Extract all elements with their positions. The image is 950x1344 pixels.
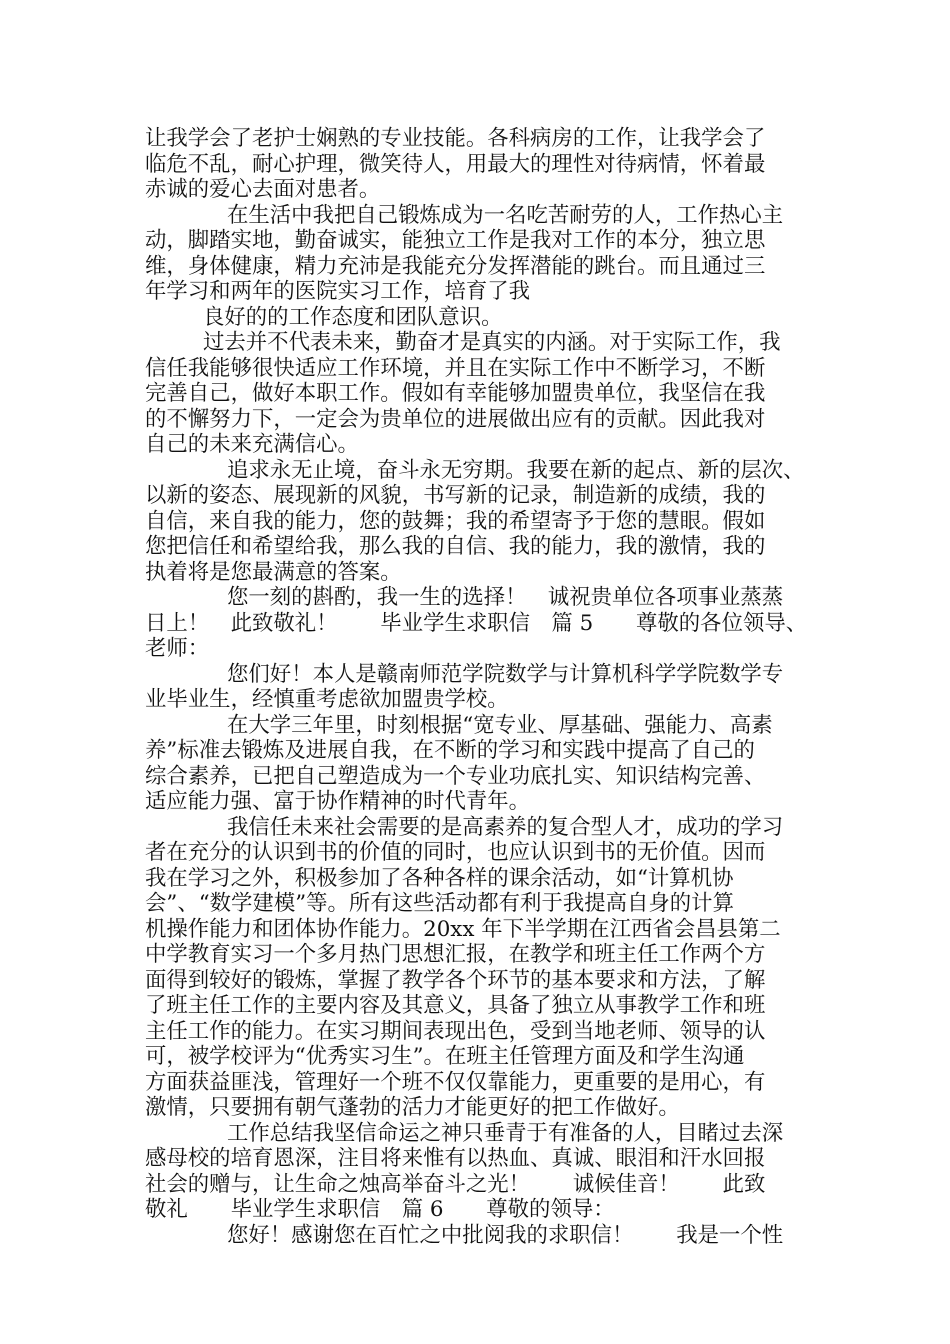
text-line: 机操作能力和团体协作能力。20xx 年下半学期在江西省会昌县第二 [145, 916, 781, 942]
text-line: 养”标准去锻炼及进展自我，在不断的学习和实践中提高了自己的 [145, 738, 755, 763]
text-line: 过去并不代表未来，勤奋才是真实的内涵。对于实际工作，我 [203, 330, 781, 355]
text-line: 会”、“数学建模”等。所有这些活动都有利于我提高自身的计算 [145, 891, 734, 916]
text-line: 者在充分的认识到书的价值的同时，也应认识到书的无价值。因而 [145, 840, 766, 865]
text-line: 感母校的培育恩深，注目将来惟有以热血、真诚、眼泪和汗水回报 [145, 1146, 766, 1171]
text-line: 年学习和两年的医院实习工作，培育了我 [145, 279, 531, 304]
text-line: 自己的未来充满信心。 [145, 432, 359, 457]
text-line: 的不懈努力下，一定会为贵单位的进展做出应有的贡献。因此我对 [145, 406, 766, 432]
text-line: 我信任未来社会需要的是高素养的复合型人才，成功的学习 [227, 814, 784, 840]
document-body [145, 126, 825, 1248]
text-line: 可，被学校评为“优秀实习生”。在班主任管理方面及和学生沟通 [145, 1044, 745, 1069]
text-line: 动，脚踏实地，勤奋诚实，能独立工作是我对工作的本分，独立思 [145, 228, 766, 253]
text-line: 完善自己，做好本职工作。假如有幸能够加盟贵单位，我坚信在我 [145, 381, 766, 406]
text-line: 适应能力强、富于协作精神的时代青年。 [145, 789, 531, 814]
text-line: 良好的的工作态度和团队意识。 [203, 304, 503, 330]
text-line: 了班主任工作的主要内容及其意义，具备了独立从事教学工作和班 [145, 993, 766, 1018]
text-line: 执着将是您最满意的答案。 [145, 559, 402, 585]
text-line: 信任我能够很快适应工作环境，并且在实际工作中不断学习，不断 [145, 355, 766, 381]
text-line: 日上！ 此致敬礼！ 毕业学生求职信 篇 5 尊敬的各位领导、 [145, 610, 808, 636]
text-line: 自信，来自我的能力，您的鼓舞；我的希望寄予于您的慧眼。假如 [145, 508, 766, 534]
text-line: 我在学习之外，积极参加了各种各样的课余活动，如“计算机协 [145, 865, 734, 891]
text-line: 追求永无止境，奋斗永无穷期。我要在新的起点、新的层次、 [227, 457, 805, 483]
text-line: 以新的姿态、展现新的风貌，书写新的记录，制造新的成绩，我的 [145, 483, 766, 508]
text-line: 综合素养，已把自己塑造成为一个专业功底扎实、知识结构完善、 [145, 763, 766, 789]
text-line: 激情，只要拥有朝气蓬勃的活力才能更好的把工作做好。 [145, 1095, 680, 1120]
text-line: 临危不乱，耐心护理，微笑待人，用最大的理性对待病情，怀着最 [145, 151, 766, 177]
text-line: 面得到较好的锻炼，掌握了教学各个环节的基本要求和方法，了解 [145, 967, 766, 993]
text-line: 您把信任和希望给我，那么我的自信、我的能力，我的激情，我的 [145, 534, 766, 559]
text-line: 业毕业生，经慎重考虑欲加盟贵学校。 [145, 687, 509, 712]
text-line: 在生活中我把自己锻炼成为一名吃苦耐劳的人，工作热心主 [227, 202, 784, 228]
text-line: 中学教育实习一个多月热门思想汇报，在教学和班主任工作两个方 [145, 942, 766, 967]
text-line: 工作总结我坚信命运之神只垂青于有准备的人，目睹过去深 [227, 1120, 784, 1146]
text-line: 方面获益匪浅，管理好一个班不仅仅靠能力，更重要的是用心，有 [145, 1069, 766, 1095]
text-line: 您好！感谢您在百忙之中批阅我的求职信！ 我是一个性 [227, 1222, 784, 1248]
text-line: 维，身体健康，精力充沛是我能充分发挥潜能的跳台。而且通过三 [145, 253, 766, 279]
text-line: 您们好！本人是赣南师范学院数学与计算机科学学院数学专 [227, 661, 784, 687]
text-line: 老师： [145, 636, 210, 661]
text-line: 敬礼 毕业学生求职信 篇 6 尊敬的领导： [145, 1197, 615, 1222]
text-line: 让我学会了老护士娴熟的专业技能。各科病房的工作，让我学会了 [145, 126, 766, 151]
text-line: 赤诚的爱心去面对患者。 [145, 177, 381, 202]
text-line: 主任工作的能力。在实习期间表现出色，受到当地老师、领导的认 [145, 1018, 766, 1044]
text-line: 社会的赠与，让生命之烛高举奋斗之光！ 诚候佳音！ 此致 [145, 1171, 766, 1197]
text-line: 在大学三年里，时刻根据“宽专业、厚基础、强能力、高素 [227, 712, 773, 738]
text-line: 您一刻的斟酌，我一生的选择！ 诚祝贵单位各项事业蒸蒸 [227, 585, 784, 610]
